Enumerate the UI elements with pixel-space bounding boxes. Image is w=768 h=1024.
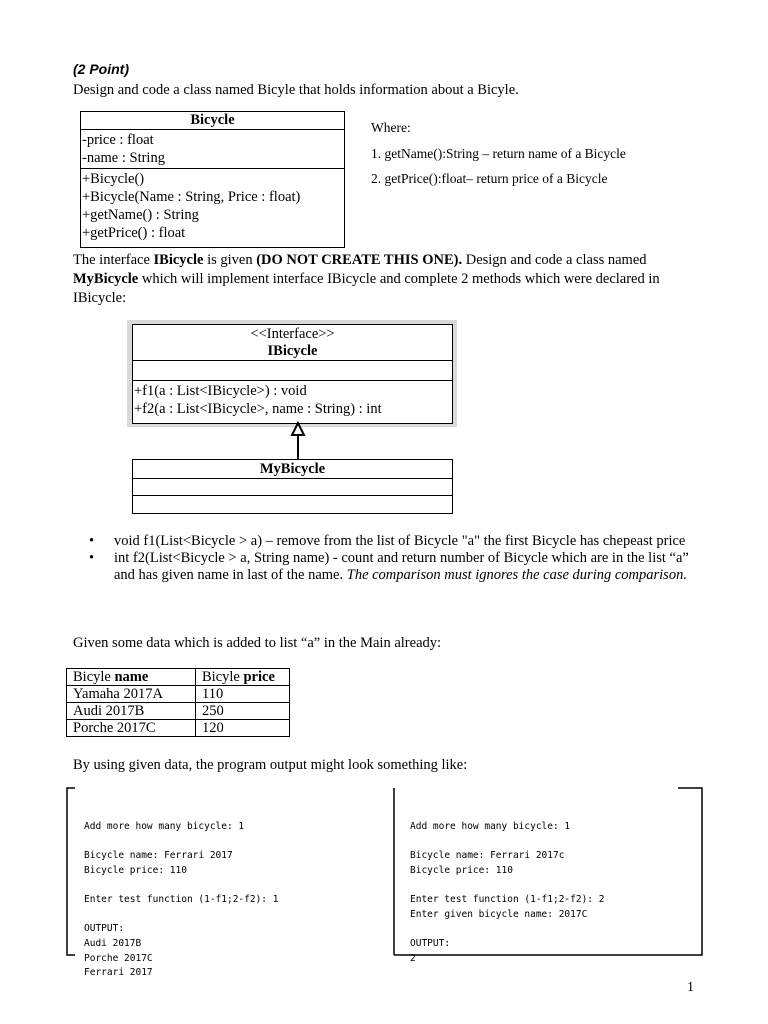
ibicycle-interface-diagram bbox=[132, 324, 453, 424]
interface-paragraph: The interface IBicycle is given (DO NOT CREATE THIS ONE). Design and code a class named MyBicycle which will implement interface IBicycle and complete 2 methods which were declared in IBicycle: bbox=[73, 252, 660, 306]
where-item-2: 2. getPrice():float– return price of a Bicycle bbox=[371, 171, 608, 186]
table-header-row bbox=[67, 669, 290, 686]
bicycle-fields bbox=[81, 130, 344, 169]
console-left-output: Add more how many bicycle: 1 Bicycle name: Ferrari 2017 Bicycle price: 110 Enter test function (1-f1;2-f2): 1 OUTPUT: Audi 2017B Porche 2017C Ferrari 2017 bbox=[84, 821, 279, 979]
given-data-text: Given some data which is added to list “a” in the Main already: bbox=[73, 635, 442, 651]
method-constructor-args: +Bicycle(Name : String, Price : float) bbox=[82, 189, 301, 205]
points-label: (2 Point) bbox=[73, 61, 129, 77]
header-name: Bicyle name bbox=[67, 669, 196, 686]
interface-fields bbox=[133, 361, 452, 381]
mybicycle-fields bbox=[133, 479, 452, 496]
console-right-output: Add more how many bicycle: 1 Bicycle name: Ferrari 2017c Bicycle price: 110 Enter test function (1-f1;2-f2): 2 Enter given bicycle name: 2017C OUTPUT: 2 bbox=[410, 821, 605, 964]
table-row: Audi 2017B 250 bbox=[67, 703, 290, 720]
interface-name: IBicycle bbox=[267, 343, 318, 359]
field-name: -name : String bbox=[82, 150, 165, 166]
method-constructor: +Bicycle() bbox=[82, 171, 145, 187]
mybicycle-class-diagram bbox=[132, 459, 453, 514]
output-intro-text: By using given data, the program output might look something like: bbox=[73, 757, 468, 773]
where-item-1: 1. getName():String – return name of a Bicycle bbox=[371, 146, 626, 161]
field-price: -price : float bbox=[82, 132, 154, 148]
method-bullets bbox=[73, 533, 698, 584]
interface-methods bbox=[133, 381, 452, 418]
interface-stereotype: <<Interface>> bbox=[250, 326, 335, 342]
header-price: Bicyle price bbox=[196, 669, 290, 686]
list-item: • int f2(List<Bicycle > a, String name) - count and return number of Bicycle which are in the list “a” and has given name in last of the name. The comparison must ignores the case during comparison. bbox=[89, 550, 689, 583]
mybicycle-methods bbox=[133, 496, 452, 513]
method-getname: +getName() : String bbox=[82, 207, 199, 223]
table-row: Yamaha 2017A 110 bbox=[67, 686, 290, 703]
where-label: Where: bbox=[371, 120, 411, 135]
bicycle-class-title: Bicycle bbox=[81, 112, 344, 130]
page-number: 1 bbox=[687, 980, 694, 995]
table-row: Porche 2017C 120 bbox=[67, 720, 290, 737]
mybicycle-class-title: MyBicycle bbox=[133, 460, 452, 479]
intro-text: Design and code a class named Bicyle that holds information about a Bicyle. bbox=[73, 82, 519, 98]
bicycle-data-table bbox=[66, 668, 290, 737]
method-f1: +f1(a : List<IBicycle>) : void bbox=[134, 383, 307, 399]
implements-arrow bbox=[285, 420, 311, 462]
bicycle-class-diagram bbox=[80, 111, 345, 248]
method-getprice: +getPrice() : float bbox=[82, 225, 186, 241]
method-f2: +f2(a : List<IBicycle>, name : String) : int bbox=[134, 401, 382, 417]
list-item: • void f1(List<Bicycle > a) – remove from the list of Bicycle "a" the first Bicycle has chepeast price bbox=[89, 533, 686, 549]
bicycle-methods bbox=[81, 169, 344, 243]
